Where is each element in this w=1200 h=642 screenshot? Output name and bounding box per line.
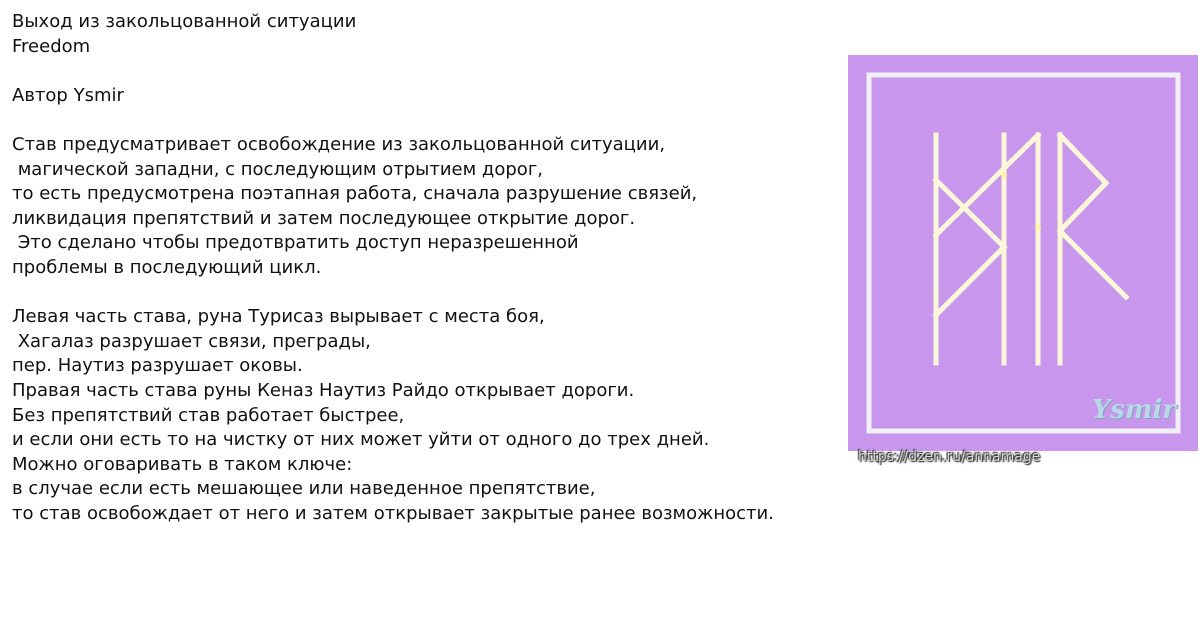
- nauthiz-stroke: [936, 247, 1004, 315]
- paragraph-line: Хагалаз разрушает связи, преграды,: [12, 330, 371, 352]
- watermark-url: https://dzen.ru/annamage: [858, 449, 1041, 465]
- article-text: [12, 10, 832, 526]
- paragraph-line: ликвидация препятствий и затем последующее открытие дорог.: [12, 207, 636, 229]
- paragraph-line: Можно оговаривать в таком ключе:: [12, 453, 353, 475]
- paragraph-line: Став предусматривает освобождение из закольцованной ситуации,: [12, 133, 666, 155]
- rune-stave-illustration: [848, 55, 1198, 451]
- paragraph-line: то став освобождает от него и затем открывает закрытые ранее возможности.: [12, 502, 774, 524]
- raido-bow: [1060, 135, 1126, 297]
- paragraph-line: в случае если есть мешающее или наведенное препятствие,: [12, 478, 596, 500]
- paragraph-line: Без препятствий став работает быстрее,: [12, 404, 405, 426]
- paragraph-line: проблемы в последующий цикл.: [12, 256, 322, 278]
- image-border: [869, 75, 1178, 431]
- paragraph-line: пер. Наутиз разрушает оковы.: [12, 355, 303, 377]
- author-line: Автор Ysmir: [12, 84, 124, 106]
- paragraph-intro: [12, 133, 832, 281]
- paragraph-line: Это сделано чтобы предотвратить доступ неразрешенной: [12, 232, 579, 254]
- paragraph-line: Левая часть става, руна Турисаз вырывает с места боя,: [12, 306, 545, 328]
- rune-strokes: [936, 135, 1126, 363]
- paragraph-line: и если они есть то на чистку от них может уйти от одного до трех дней.: [12, 429, 710, 451]
- paragraph-line: то есть предусмотрена поэтапная работа, сначала разрушение связей,: [12, 183, 698, 205]
- paragraph-runes: [12, 305, 832, 526]
- article-title: Выход из закольцованной ситуации: [12, 11, 357, 32]
- article-subtitle: Freedom: [12, 35, 91, 57]
- rune-stave-image: [848, 55, 1198, 451]
- signature-logo: Ysmir: [1091, 395, 1176, 425]
- kenaz-stroke: [936, 135, 1038, 235]
- rune-intersections: [1001, 172, 1041, 230]
- paragraph-line: магической западни, с последующим отрытием дорог,: [12, 158, 543, 180]
- paragraph-line: Правая часть става руны Кеназ Наутиз Райдо открывает дороги.: [12, 379, 635, 401]
